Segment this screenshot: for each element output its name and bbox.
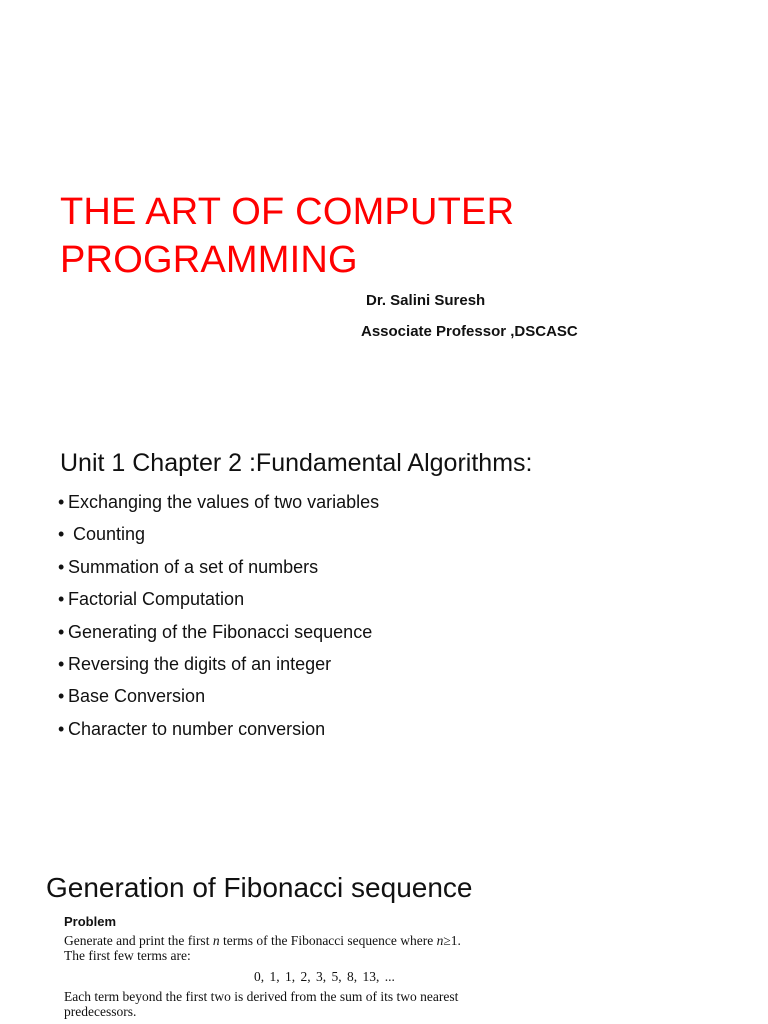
list-item-label: Character to number conversion <box>68 718 326 739</box>
bullet-icon: • <box>58 621 65 642</box>
bullet-icon: • <box>58 718 65 739</box>
author-role: Associate Professor ,DSCASC <box>361 323 578 340</box>
list-item-label: Reversing the digits of an integer <box>68 653 332 674</box>
problem-text-middle: terms of the Fibonacci sequence where <box>219 933 437 948</box>
list-item-label: Base Conversion <box>68 686 206 707</box>
variable-n: n <box>212 933 220 948</box>
problem-text-start: Generate and print the first <box>64 933 213 948</box>
problem-line-2: The first few terms are: <box>64 948 191 963</box>
title-line-1: THE ART OF COMPUTER <box>60 191 515 233</box>
title-line-2: PROGRAMMING <box>60 239 358 281</box>
fibonacci-heading: Generation of Fibonacci sequence <box>46 872 473 903</box>
fibonacci-slide <box>0 830 768 1024</box>
title-slide <box>0 0 768 420</box>
list-item <box>58 713 379 745</box>
problem-statement <box>64 913 744 1019</box>
topic-list <box>58 486 379 745</box>
list-item-label: Exchanging the values of two variables <box>68 492 380 512</box>
list-item <box>58 680 379 712</box>
bullet-icon: • <box>58 686 65 707</box>
list-item <box>58 518 379 550</box>
list-item <box>58 616 379 648</box>
list-item-label: Generating of the Fibonacci sequence <box>68 621 373 642</box>
presentation-title <box>60 188 740 284</box>
problem-line-1 <box>64 933 744 948</box>
list-item <box>58 583 379 615</box>
author-name: Dr. Salini Suresh <box>366 292 486 309</box>
list-item-label: Summation of a set of numbers <box>68 556 319 577</box>
explanation-line-1: Each term beyond the first two is derived from the sum of its two nearest <box>64 989 459 1004</box>
topics-slide <box>0 420 768 830</box>
bullet-icon: • <box>58 492 65 512</box>
list-item <box>58 551 379 583</box>
bullet-icon: • <box>58 524 65 545</box>
bullet-icon: • <box>58 589 65 610</box>
list-item-label: Counting <box>68 524 146 545</box>
unit-heading: Unit 1 Chapter 2 :Fundamental Algorithms: <box>60 449 533 477</box>
condition-variable-n: n <box>436 933 444 948</box>
list-item <box>58 648 379 680</box>
explanation-line-2: predecessors. <box>64 1004 137 1019</box>
problem-condition: ≥1. <box>443 933 461 948</box>
fibonacci-sequence: 0, 1, 1, 2, 3, 5, 8, 13, ... <box>254 969 395 984</box>
problem-label: Problem <box>64 914 117 929</box>
bullet-icon: • <box>58 653 65 674</box>
list-item <box>58 486 379 518</box>
list-item-label: Factorial Computation <box>68 589 245 610</box>
bullet-icon: • <box>58 556 65 577</box>
